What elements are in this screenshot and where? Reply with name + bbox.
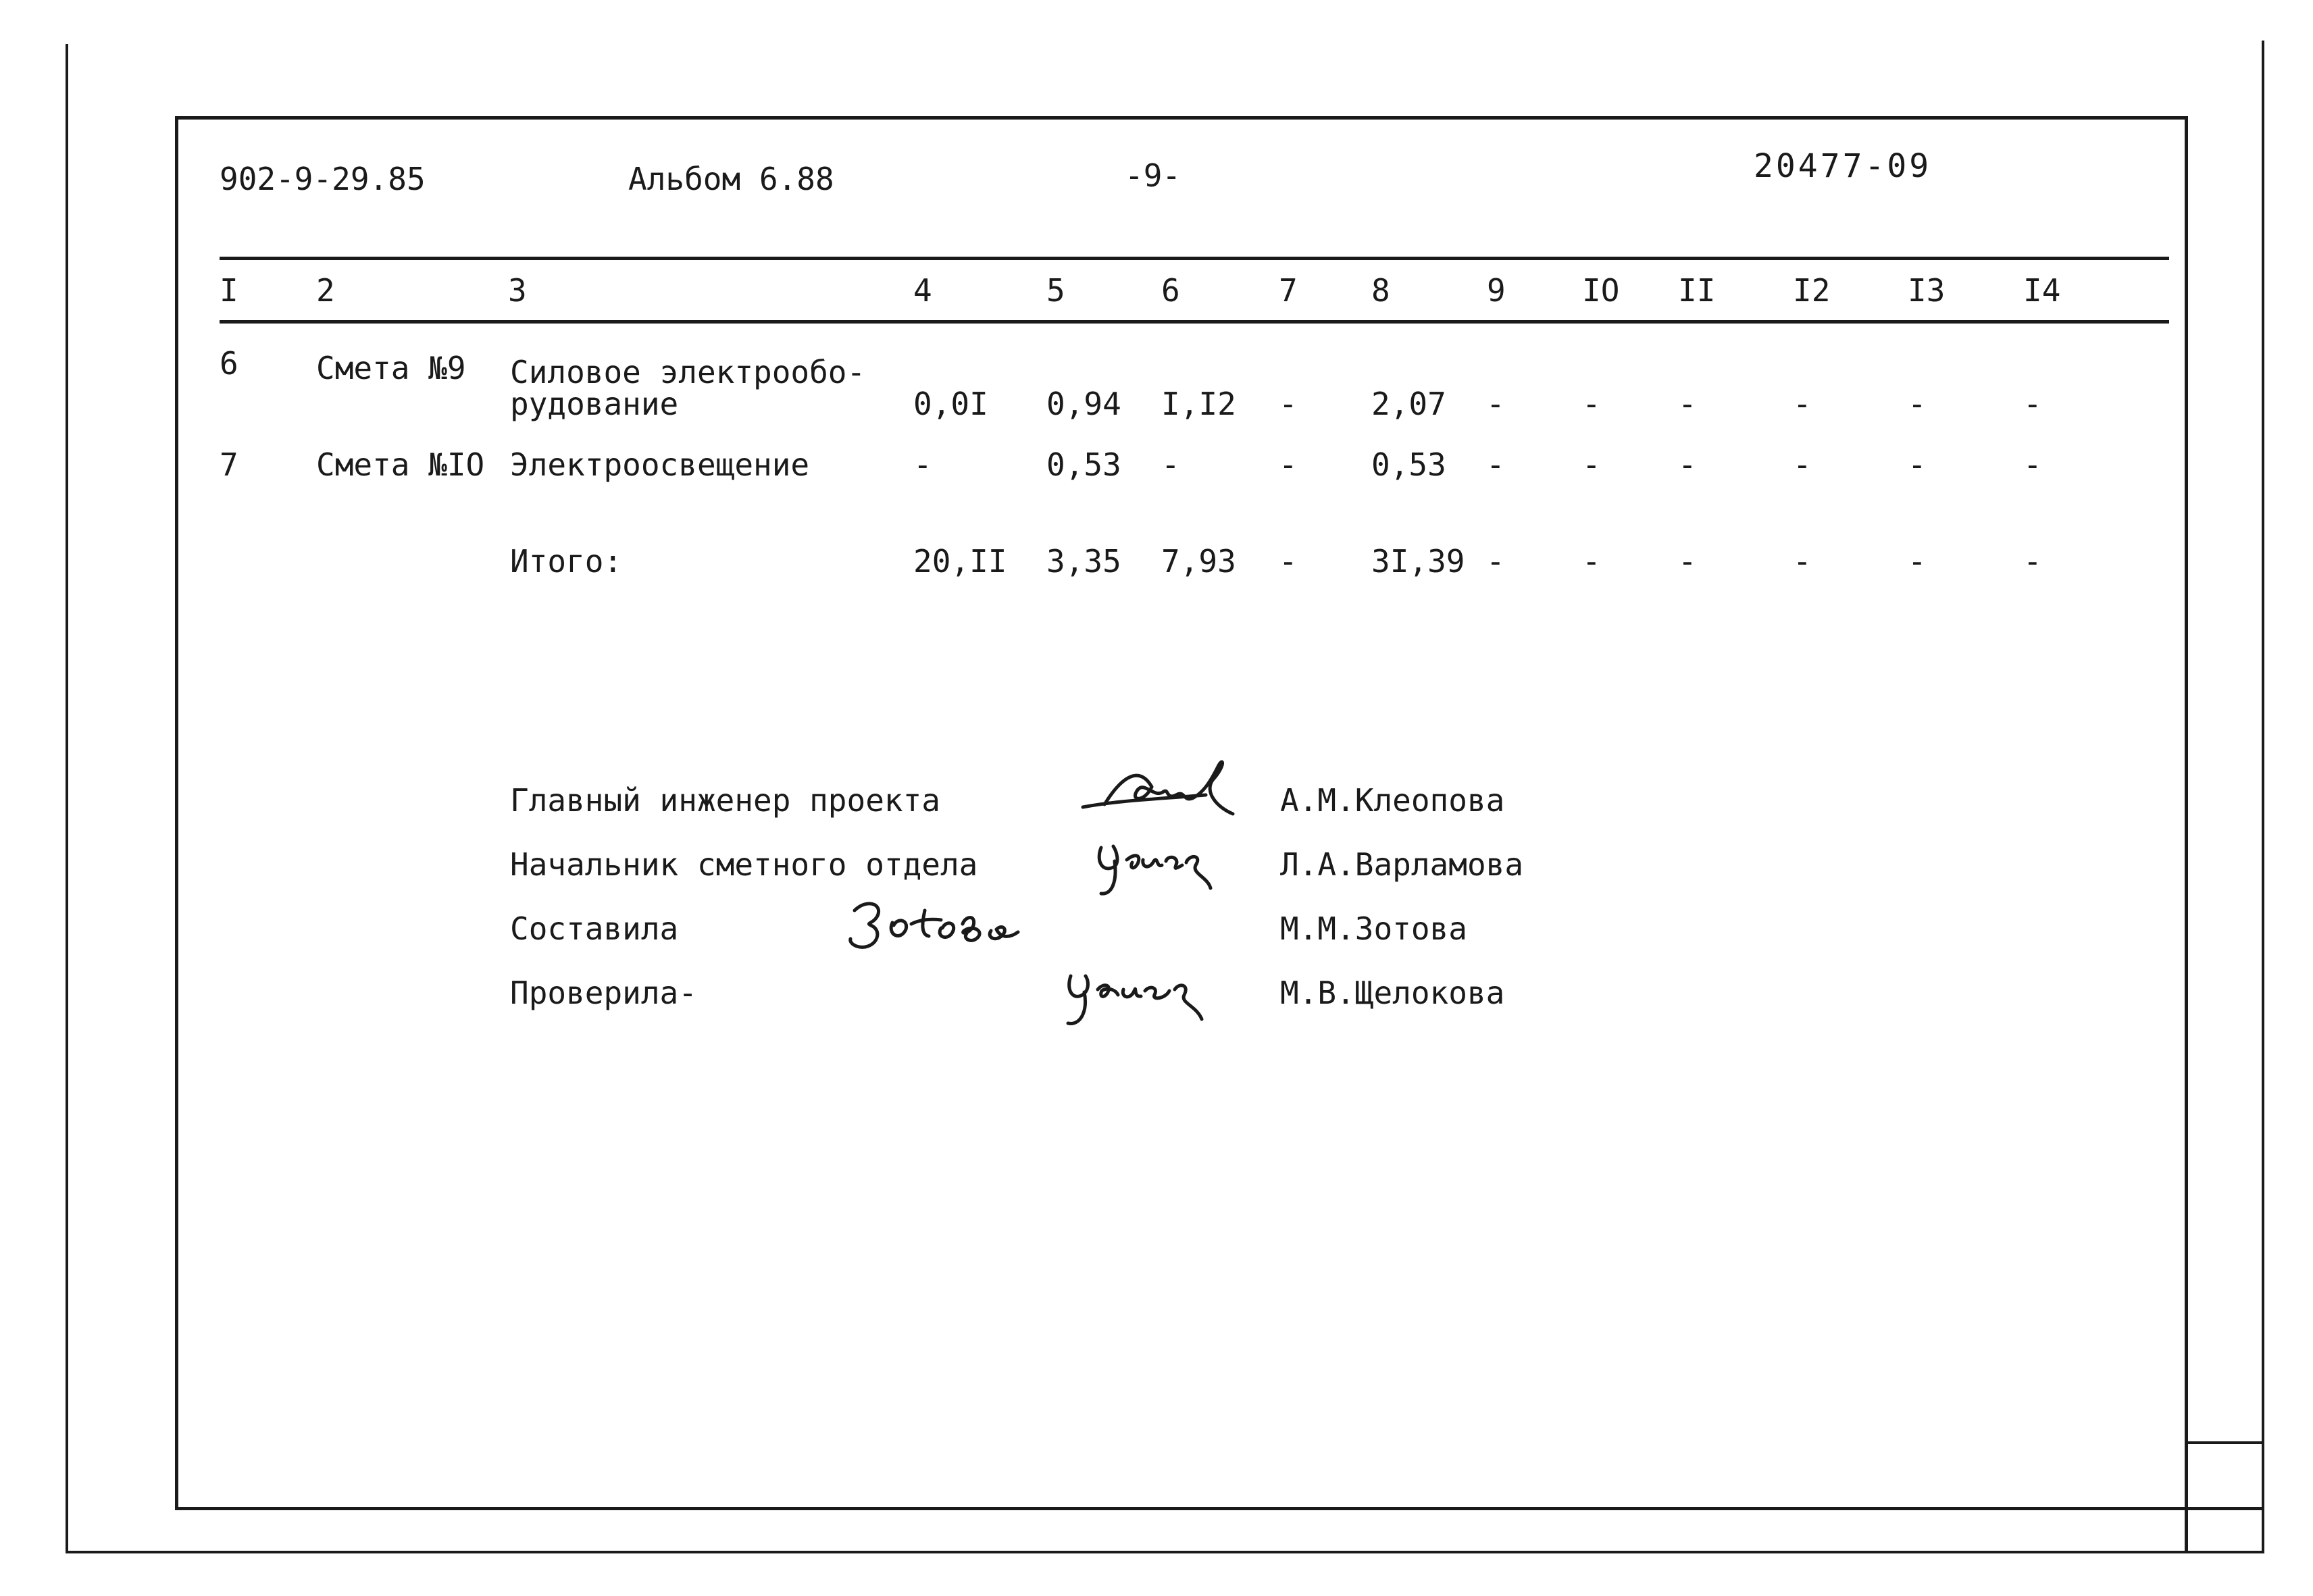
signature-zotova — [841, 890, 1074, 954]
frame-right — [2185, 116, 2188, 1553]
total-value: 7,93 — [1161, 543, 1236, 580]
column-header: 3 — [508, 272, 527, 309]
table-header-bottom-rule — [220, 320, 2169, 324]
table-header-top-rule — [220, 257, 2169, 260]
signatory-name: А.М.Клеопова — [1280, 782, 1505, 819]
cell-value: - — [1279, 386, 1298, 422]
stamp-divider — [2185, 1441, 2264, 1444]
frame-left — [175, 116, 178, 1510]
total-value: - — [1279, 543, 1298, 580]
signatory-role: Составила — [510, 910, 679, 947]
page-left-border — [66, 44, 68, 1553]
cell-value: 0,53 — [1046, 446, 1121, 483]
estimate-ref: Смета №IO — [316, 446, 485, 483]
cell-value: - — [1582, 446, 1601, 483]
cell-value: - — [1678, 386, 1697, 422]
signatory-role: Главный инженер проекта — [510, 782, 940, 819]
page-bottom-border — [66, 1551, 2264, 1553]
frame-top — [175, 116, 2187, 120]
item-name-line2: рудование — [510, 386, 679, 422]
estimate-ref: Смета №9 — [316, 350, 466, 386]
total-value: 3I,39 — [1371, 543, 1465, 580]
signature-kleopova — [1077, 733, 1240, 831]
signatory-name: Л.А.Варламова — [1280, 846, 1524, 883]
cell-value: - — [1279, 446, 1298, 483]
total-value: - — [1793, 543, 1812, 580]
total-value: - — [1678, 543, 1697, 580]
total-value: - — [1582, 543, 1601, 580]
signatory-name: М.В.Щелокова — [1280, 975, 1505, 1011]
cell-value: I,I2 — [1161, 386, 1236, 422]
total-label: Итого: — [510, 543, 623, 580]
cell-value: 0,94 — [1046, 386, 1121, 422]
cell-value: - — [1582, 386, 1601, 422]
column-header: I2 — [1793, 272, 1831, 309]
page-number: -9- — [1125, 157, 1181, 194]
cell-value: - — [1908, 446, 1927, 483]
cell-value: - — [1793, 386, 1812, 422]
row-number: 6 — [220, 345, 238, 382]
signature-schelokova — [1050, 949, 1226, 1030]
document-number: 20477-09 — [1754, 147, 1932, 185]
row-number: 7 — [220, 446, 238, 483]
cell-value: - — [1486, 446, 1505, 483]
total-value: - — [1486, 543, 1505, 580]
column-header: II — [1678, 272, 1716, 309]
cell-value: 0,0I — [913, 386, 988, 422]
album-label: Альбом 6.88 — [628, 161, 834, 197]
cell-value: - — [913, 446, 932, 483]
column-header: I — [220, 272, 238, 309]
page-right-border — [2262, 41, 2264, 1553]
column-header: 9 — [1487, 272, 1506, 309]
column-header: 5 — [1046, 272, 1065, 309]
cell-value: 2,07 — [1371, 386, 1446, 422]
column-header: 7 — [1279, 272, 1298, 309]
cell-value: - — [1908, 386, 1927, 422]
doc-code: 902-9-29.85 — [220, 161, 426, 197]
column-header: I4 — [2023, 272, 2061, 309]
cell-value: - — [2023, 386, 2042, 422]
total-value: - — [1908, 543, 1927, 580]
column-header: 2 — [316, 272, 335, 309]
cell-value: - — [1678, 446, 1697, 483]
cell-value: - — [1486, 386, 1505, 422]
column-header: 8 — [1371, 272, 1390, 309]
total-value: 3,35 — [1046, 543, 1121, 580]
column-header: IO — [1582, 272, 1620, 309]
cell-value: - — [1793, 446, 1812, 483]
total-value: - — [2023, 543, 2042, 580]
column-header: 6 — [1161, 272, 1180, 309]
frame-bottom — [175, 1507, 2264, 1510]
signatory-name: М.М.Зотова — [1280, 910, 1467, 947]
total-value: 20,II — [913, 543, 1007, 580]
column-header: 4 — [913, 272, 932, 309]
signatory-role: Проверила- — [510, 975, 697, 1011]
item-name-line1: Электроосвещение — [510, 446, 810, 483]
cell-value: - — [1161, 446, 1180, 483]
column-header: I3 — [1908, 272, 1946, 309]
signatory-role: Начальник сметного отдела — [510, 846, 978, 883]
cell-value: - — [2023, 446, 2042, 483]
item-name-line1: Силовое электрообо- — [510, 354, 866, 390]
signature-varlamova — [1088, 821, 1223, 902]
cell-value: 0,53 — [1371, 446, 1446, 483]
